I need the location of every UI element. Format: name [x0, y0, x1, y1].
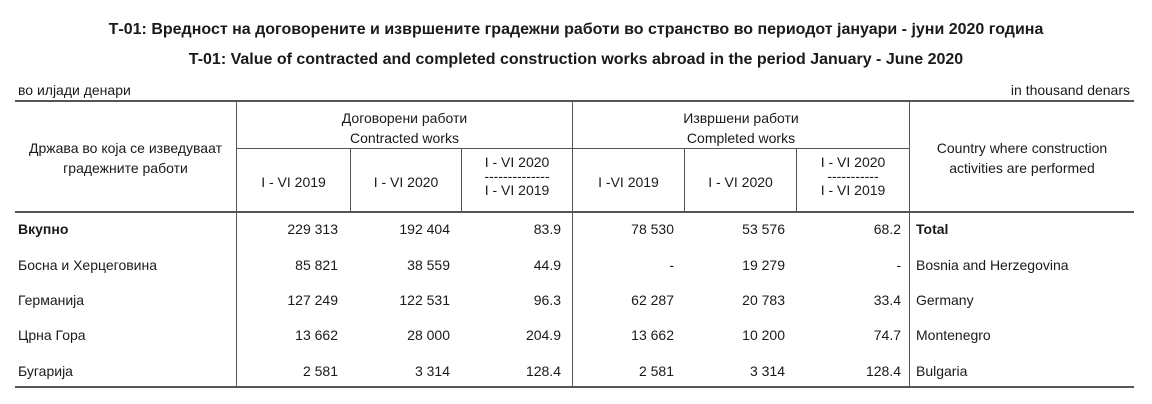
header-country-en-line2: activities are performed — [949, 160, 1095, 176]
row-contracted-2019: 2 581 — [302, 363, 338, 379]
row-completed-2019: 62 287 — [631, 292, 674, 308]
header-completed-mk: Извршени работи — [683, 110, 799, 126]
row-contracted-2019: 13 662 — [295, 327, 338, 343]
row-country-mk: Германија — [18, 292, 85, 308]
unit-label-mk: во илјади денари — [18, 82, 131, 98]
header-contracted-mk: Договорени работи — [341, 110, 468, 126]
row-country-mk: Бугарија — [18, 363, 73, 379]
unit-label-en: in thousand denars — [1010, 82, 1130, 98]
row-country-en: Total — [916, 221, 949, 237]
row-contracted-2020: 38 559 — [407, 257, 450, 273]
row-completed-2019: - — [669, 257, 674, 273]
row-country-mk: Вкупно — [18, 221, 69, 237]
row-contracted-2020: 3 314 — [414, 363, 450, 379]
subheader-completed-2019: I -VI 2019 — [598, 174, 659, 190]
row-completed-index: 68.2 — [873, 221, 901, 237]
row-country-mk: Црна Гора — [18, 327, 86, 343]
row-completed-2019: 13 662 — [631, 327, 674, 343]
header-country-en — [910, 138, 1134, 178]
header-completed-en: Completed works — [686, 130, 796, 146]
row-country-en: Bulgaria — [916, 363, 968, 379]
subheader-contracted-index — [462, 153, 572, 199]
row-completed-2020: 20 783 — [742, 292, 785, 308]
row-contracted-index: 83.9 — [533, 221, 561, 237]
header-country-mk-line2: градежните работи — [63, 160, 188, 176]
subheader-completed-index-dash: ----------- — [827, 168, 879, 184]
table-title-en: T-01: Value of contracted and completed construction works abroad in the period January - June 2020 — [188, 51, 964, 68]
subheader-completed-index-top: I - VI 2020 — [820, 154, 886, 170]
header-country-mk — [15, 138, 236, 178]
row-contracted-index: 204.9 — [525, 327, 561, 343]
row-country-mk: Босна и Херцеговина — [18, 257, 158, 273]
row-completed-index: 128.4 — [865, 363, 901, 379]
row-contracted-2019: 85 821 — [295, 257, 338, 273]
row-contracted-2020: 192 404 — [399, 221, 450, 237]
completed-group-rule — [573, 148, 909, 149]
subheader-contracted-index-bottom: I - VI 2019 — [484, 182, 550, 198]
row-country-en: Montenegro — [916, 327, 991, 343]
contracted-group-rule — [237, 148, 572, 149]
row-completed-2020: 10 200 — [742, 327, 785, 343]
row-completed-index: 33.4 — [873, 292, 901, 308]
row-contracted-index: 128.4 — [525, 363, 561, 379]
header-contracted-en: Contracted works — [350, 130, 459, 146]
row-completed-2020: 3 314 — [749, 363, 785, 379]
row-country-en: Germany — [916, 292, 974, 308]
table-title-mk: Т-01: Вредност на договорените и извршените градежни работи во странство во периодот јануари - јуни 2020 година — [108, 21, 1044, 38]
row-contracted-2019: 229 313 — [287, 221, 338, 237]
row-completed-2019: 2 581 — [638, 363, 674, 379]
subheader-contracted-2019: I - VI 2019 — [261, 174, 326, 190]
header-country-mk-line1: Држава во која се изведуваат — [29, 140, 222, 156]
subheader-contracted-index-dash: -------------- — [484, 168, 550, 184]
table-bottom-rule — [15, 386, 1134, 388]
subheader-contracted-2020: I - VI 2020 — [373, 174, 439, 190]
subheader-completed-2020: I - VI 2020 — [708, 174, 773, 190]
header-completed — [573, 108, 909, 148]
header-bottom-rule — [15, 211, 1134, 213]
row-contracted-2020: 122 531 — [399, 292, 450, 308]
row-completed-2019: 78 530 — [631, 221, 674, 237]
row-country-en: Bosnia and Herzegovina — [916, 257, 1069, 273]
row-completed-2020: 53 576 — [742, 221, 785, 237]
row-completed-index: 74.7 — [873, 327, 901, 343]
subheader-completed-index — [797, 153, 909, 199]
row-completed-2020: 19 279 — [742, 257, 785, 273]
row-contracted-2019: 127 249 — [287, 292, 338, 308]
row-contracted-index: 44.9 — [533, 257, 561, 273]
row-contracted-2020: 28 000 — [407, 327, 450, 343]
header-contracted — [237, 108, 572, 148]
table-top-rule — [15, 100, 1134, 102]
row-contracted-index: 96.3 — [533, 292, 561, 308]
subheader-contracted-index-top: I - VI 2020 — [484, 154, 550, 170]
row-completed-index: - — [896, 257, 901, 273]
header-country-en-line1: Country where construction — [936, 140, 1108, 156]
subheader-completed-index-bottom: I - VI 2019 — [820, 182, 886, 198]
